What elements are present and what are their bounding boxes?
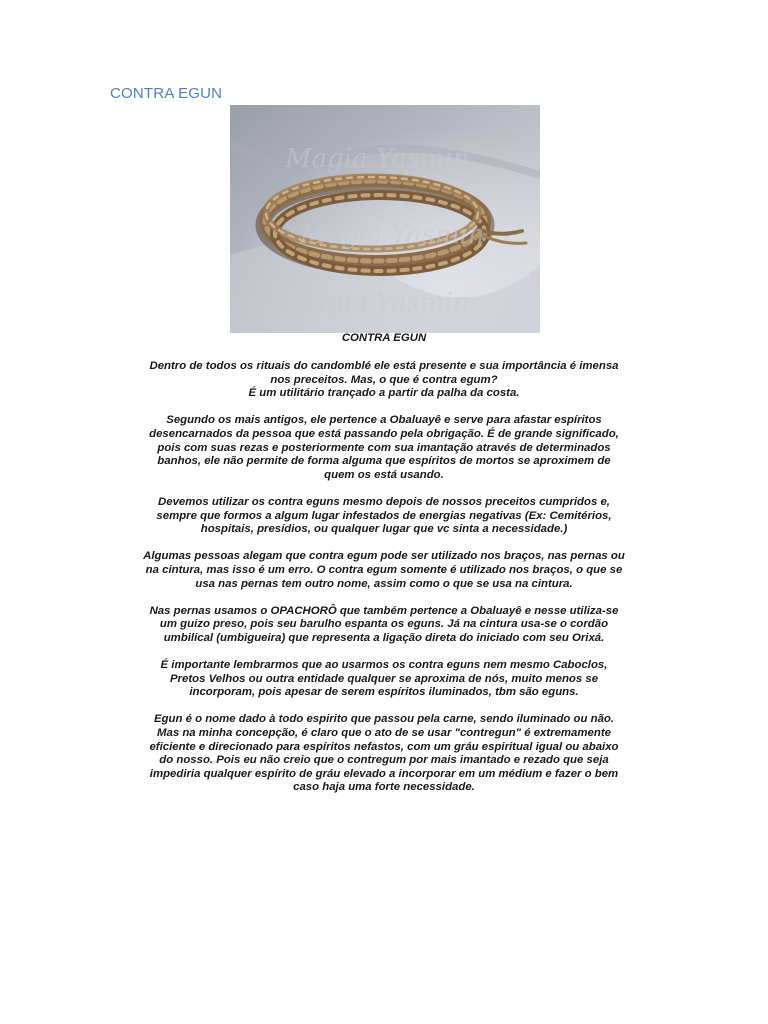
text-line: quem os está usando.	[324, 468, 444, 481]
text-line: eficiente e direcionado para espíritos nefastos, com um gráu espiritual igual ou abaixo	[149, 740, 619, 753]
paragraph	[106, 496, 662, 537]
paragraph	[106, 659, 662, 700]
text-line: É importante lembrarmos que ao usarmos os contra eguns nem mesmo Caboclos,	[160, 659, 608, 672]
watermark-text: Magia Yasmin	[285, 288, 470, 318]
photo-caption: CONTRA EGUN	[341, 332, 427, 344]
text-line: É um utilitário trançado a partir da palha da costa.	[248, 387, 520, 400]
text-line: Devemos utilizar os contra eguns mesmo depois de nossos preceitos cumpridos e,	[158, 495, 610, 508]
text-line: desencarnados da pessoa que está passando pela obrigação. É de grande significado,	[149, 427, 619, 440]
text-line: caso haja uma forte necessidade.	[293, 781, 475, 794]
text-line: na cintura, mas isso é um erro. O contra egum somente é utilizado nos braços, o que se	[145, 563, 623, 576]
watermark-text: Magia Yasmin	[300, 220, 485, 250]
page-title: CONTRA EGUN	[110, 85, 223, 102]
paragraph	[106, 414, 662, 482]
text-line: Segundo os mais antigos, ele pertence a Obaluayê e serve para afastar espíritos	[166, 414, 602, 427]
text-line: nos preceitos. Mas, o que é contra egum?	[270, 373, 498, 386]
text-line: umbilical (umbigueira) que representa a ligação direta do iniciado com seu Orixá.	[163, 631, 605, 644]
text-line: incorporam, pois apesar de serem espíritos iluminados, tbm são eguns.	[189, 686, 579, 699]
text-line: banhos, ele não permite de forma alguma que espíritos de mortos se aproximem de	[157, 455, 611, 468]
text-line: Mas na minha concepção, é claro que o ato de se usar "contregun" é extremamente	[157, 727, 611, 740]
watermark-text: Magia Yasmin	[285, 144, 470, 174]
text-line: Pretos Velhos ou outra entidade qualquer se aproxima de nós, muito menos se	[169, 672, 599, 685]
text-line: do nosso. Pois eu não creio que o contregum por mais imantado e rezado que seja	[159, 754, 609, 767]
text-line: impediria qualquer espírito de gráu elevado a incorporar em um médium e fazer o bem	[149, 767, 619, 780]
text-line: um guizo preso, pois seu barulho espanta os eguns. Já na cintura usa-se o cordão	[159, 618, 609, 631]
text-line: Nas pernas usamos o OPACHORÔ que também pertence a Obaluayê e nesse utiliza-se	[149, 604, 619, 617]
paragraph	[106, 713, 662, 795]
contra-egun-photo	[230, 105, 540, 333]
text-line: sempre que formos a algum lugar infestados de energias negativas (Ex: Cemitérios,	[156, 509, 612, 522]
text-line: hospitais, presídios, ou qualquer lugar que vc sinta a necessidade.)	[200, 523, 568, 536]
text-line: Egun é o nome dado à todo espirito que passou pela carne, sendo iluminado ou não.	[153, 713, 615, 726]
paragraph	[106, 550, 662, 591]
text-line: usa nas pernas tem outro nome, assim como o que se usa na cintura.	[195, 577, 573, 590]
paragraph	[106, 360, 662, 401]
text-line: Algumas pessoas alegam que contra egum pode ser utilizado nos braços, nas pernas ou	[143, 550, 625, 563]
paragraph	[106, 605, 662, 646]
article-body	[106, 360, 662, 809]
text-line: pois com suas rezas e posteriormente com sua imantação através de determinados	[157, 441, 611, 454]
text-line: Dentro de todos os rituais do candomblé ele está presente e sua importância é imensa	[149, 360, 619, 372]
